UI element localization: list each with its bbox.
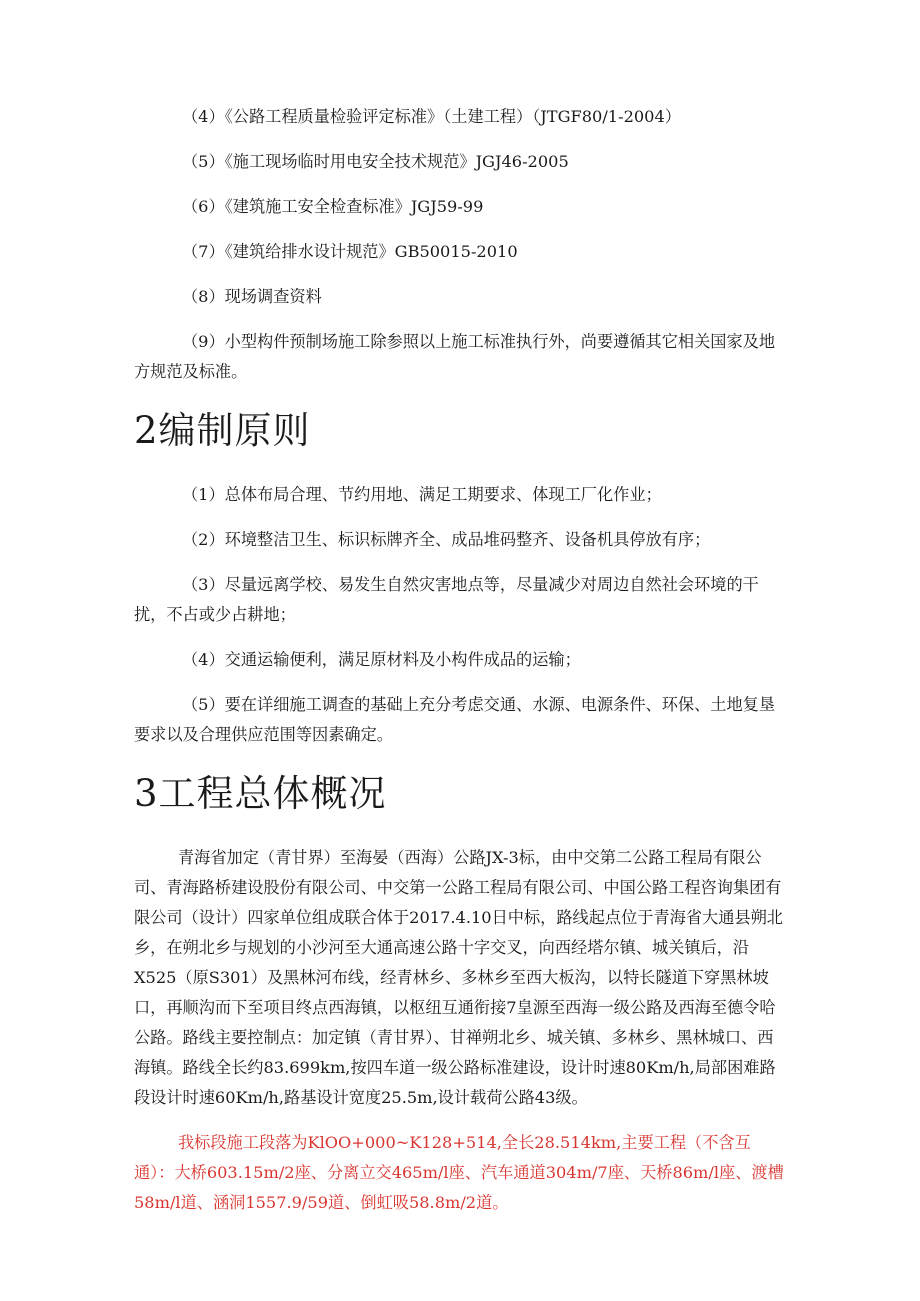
overview-paragraph: 青海省加定（青甘界）至海晏（西海）公路JX-3标，由中交第二公路工程局有限公司、青海路桥建设股份有限公司、中交第一公路工程局有限公司、中国公路工程咨询集团有限公司（设计）四家单位组成联合体于2017.4.10日中标，路线起点位于青海省大通县朔北乡，在朔北乡与规划的小沙河至大通高速公路十字交叉，向西经塔尔镇、城关镇后，沿X525（原S301）及黑林河布线，经青林乡、多林乡至西大板沟，以特长隧道下穿黑林坡口，再顺沟而下至项目终点西海镇，以枢纽互通衔接7皇源至西海一级公路及西海至德令哈公路。路线主要控制点：加定镇（青甘界）、甘禅朔北乡、城关镇、多林乡、黑林城口、西海镇。路线全长约83.699km,按四车道一级公路标准建设，设计时速80Km/h,局部困难路段设计时速60Km/h,路基设计宽度25.5m,设计载荷公路43级。 — [134, 848, 783, 1107]
principle-item: （5）要在详细施工调查的基础上充分考虑交通、水源、电源条件、环保、土地复垦要求以及合理供应范围等因素确定。 — [134, 695, 776, 744]
reference-item: （7）《建筑给排水设计规范》GB50015-2010 — [182, 242, 518, 261]
reference-item: （5）《施工现场临时用电安全技术规范》JGJ46-2005 — [182, 152, 569, 171]
principle-item: （4）交通运输便利，满足原材料及小构件成品的运输； — [182, 650, 581, 669]
principle-item: （1）总体布局合理、节约用地、满足工期要求、体现工厂化作业； — [182, 485, 662, 504]
principle-item: （3）尽量远离学校、易发生自然灾害地点等，尽量减少对周边自然社会环境的干扰，不占或少占耕地； — [134, 575, 759, 624]
reference-item: （8）现场调查资料 — [182, 287, 322, 306]
principle-item: （2）环境整洁卫生、标识标牌齐全、成品堆码整齐、设备机具停放有序； — [182, 530, 711, 549]
reference-item: （6）《建筑施工安全检查标准》JGJ59-99 — [182, 197, 484, 216]
section-heading-principles: 2编制原则 — [134, 409, 311, 452]
scope-paragraph-highlighted: 我标段施工段落为KlOO+000~K128+514,全长28.514km,主要工程（不含互通）：大桥603.15m/2座、分离立交465m/l座、汽车通道304m/7座、天桥86m/l座、渡槽58m/l道、涵洞1557.9/59道、倒虹吸58.8m/2道。 — [134, 1133, 784, 1212]
reference-item: （9）小型构件预制场施工除参照以上施工标准执行外，尚要遵循其它相关国家及地方规范及标准。 — [134, 332, 776, 381]
reference-item: （4）《公路工程质量检验评定标准》（土建工程）（JTGF80/1-2004） — [182, 107, 681, 126]
document-content — [134, 102, 788, 1233]
section-heading-overview: 3工程总体概况 — [134, 772, 387, 815]
